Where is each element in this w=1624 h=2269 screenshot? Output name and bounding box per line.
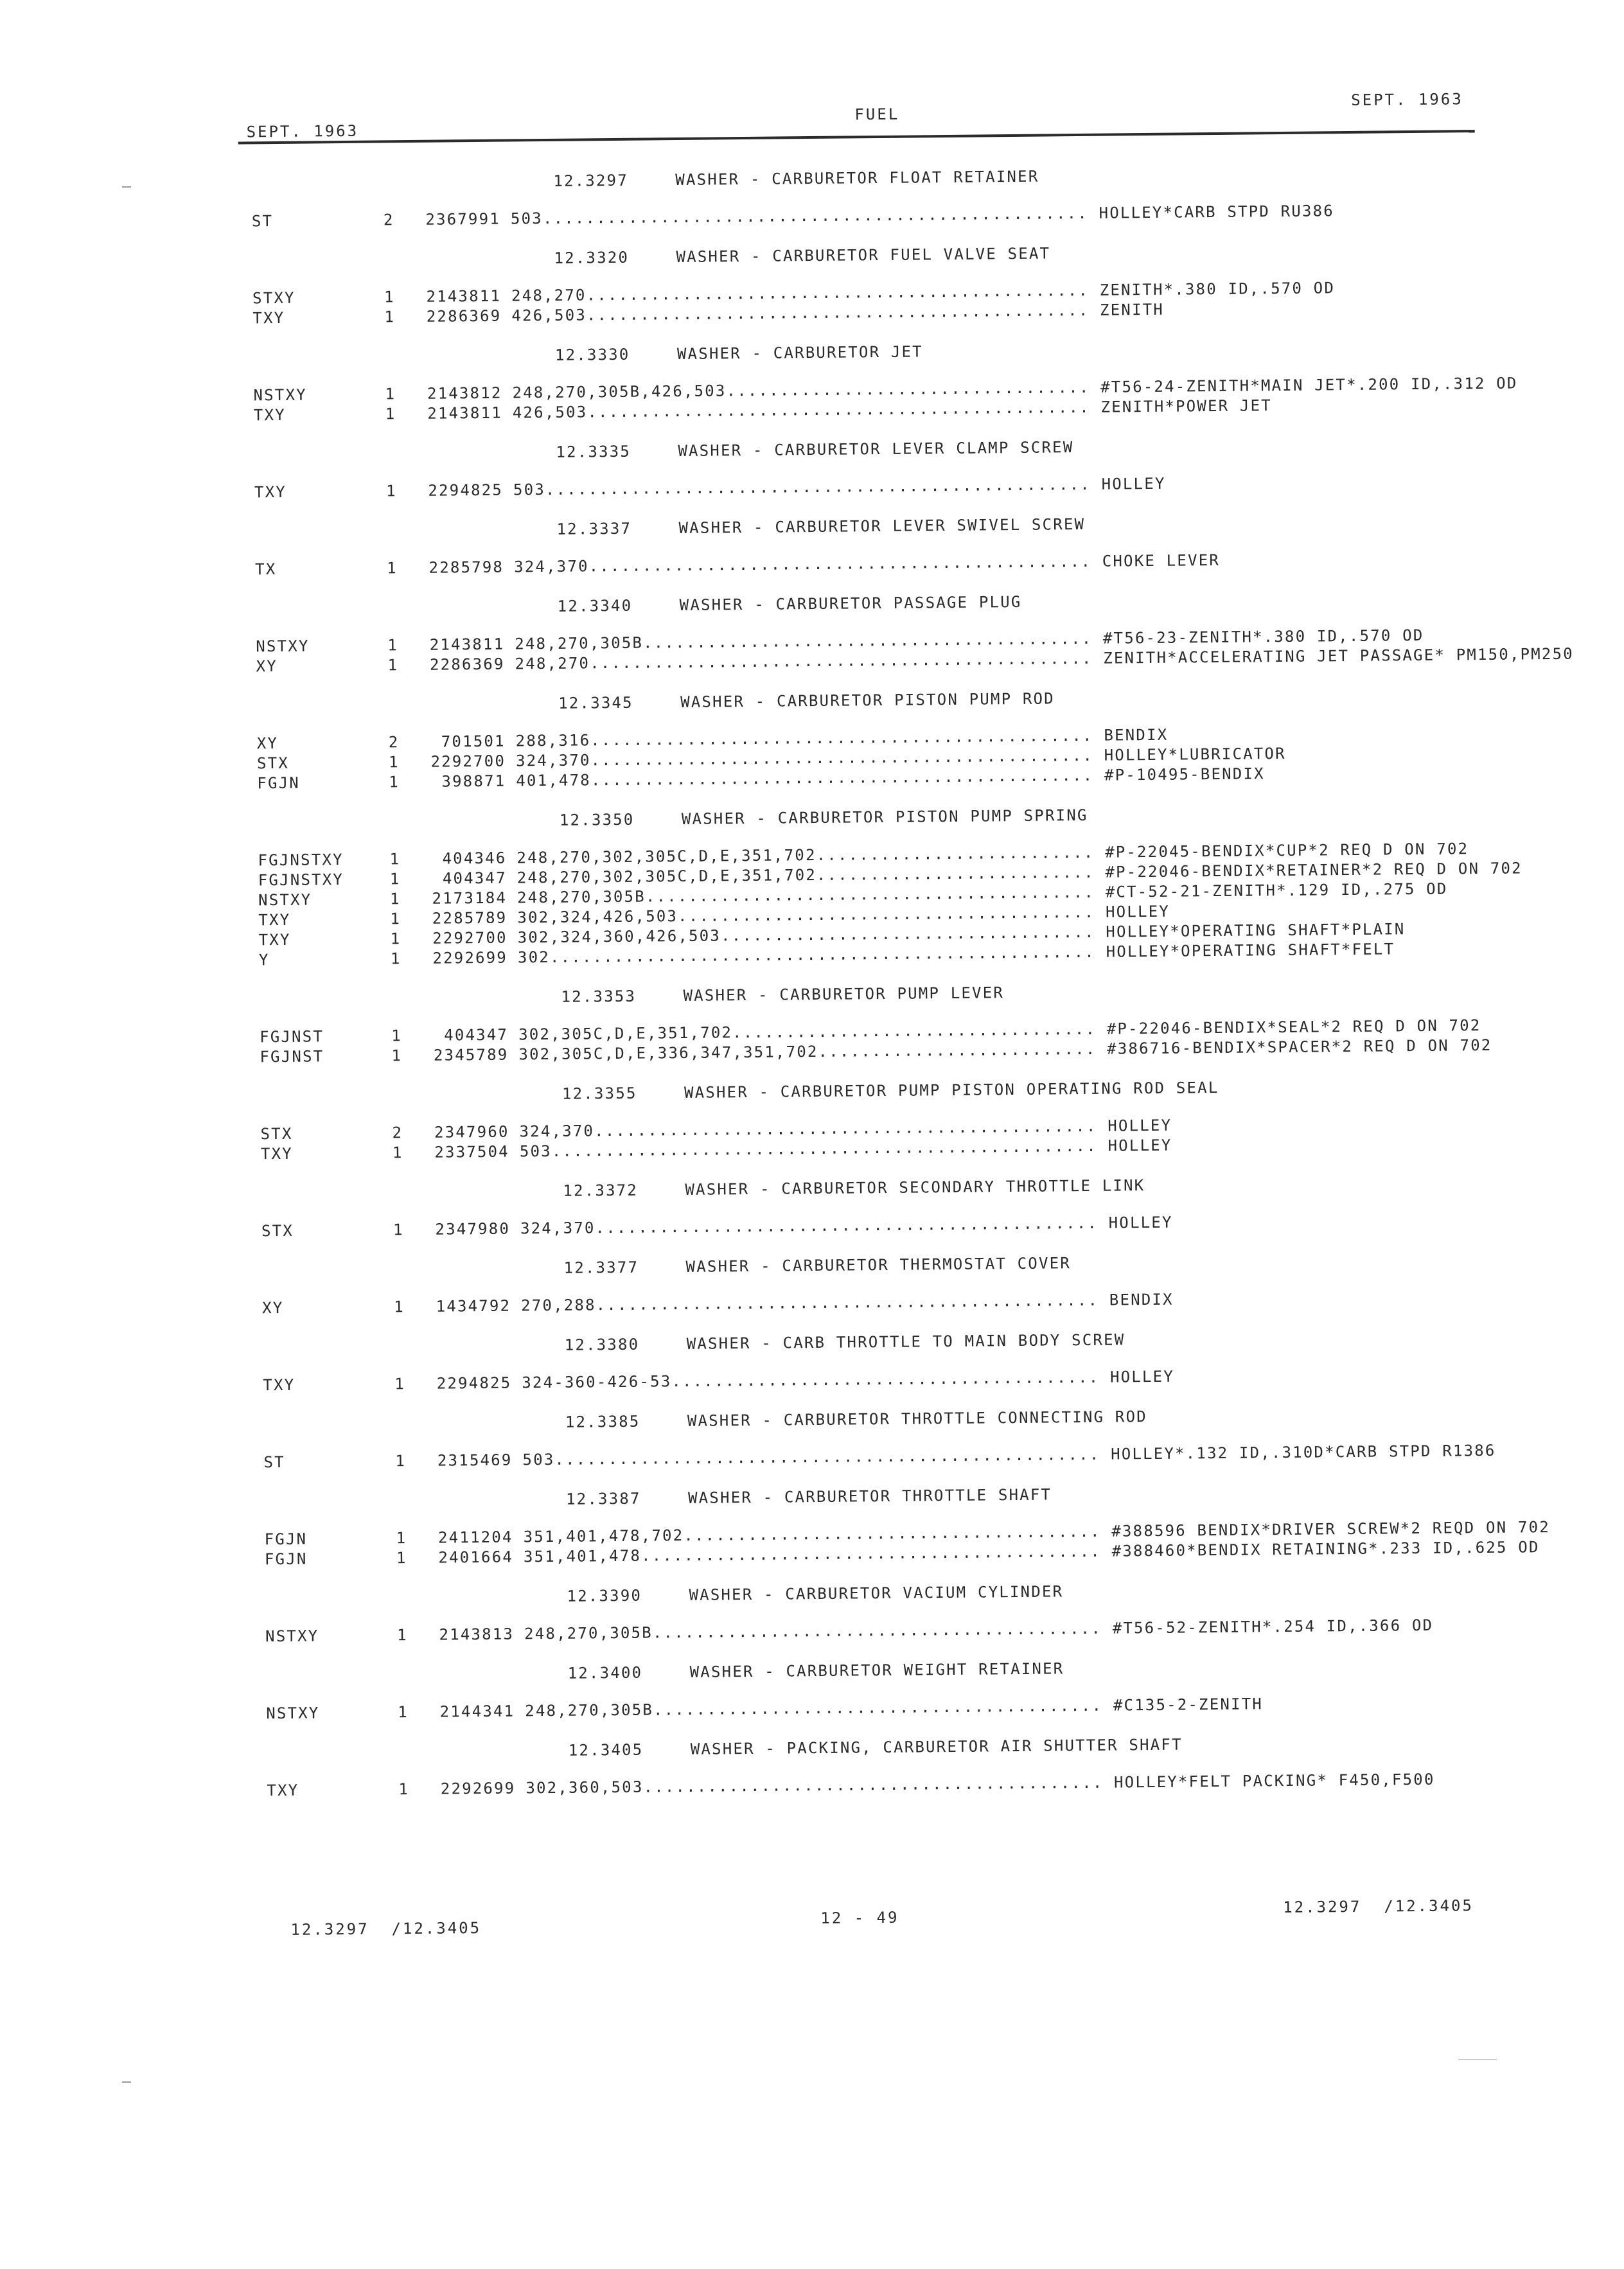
supplier-note: HOLLEY xyxy=(1105,902,1170,921)
application-codes: 351,401,478,702 xyxy=(523,1526,684,1546)
quantity: 1 xyxy=(389,850,401,869)
part-number: 2315469 xyxy=(437,1451,513,1470)
section-title: WASHER - CARBURETOR FUEL VALVE SEAT xyxy=(676,244,1051,267)
footer-range-right: 12.3297 /12.3405 xyxy=(1283,1896,1474,1917)
catalog-section xyxy=(253,333,1518,426)
section-number: 12.3353 xyxy=(561,987,637,1006)
part-row xyxy=(263,1441,1516,1473)
supplier-note: HOLLEY xyxy=(1108,1116,1172,1135)
section-heading xyxy=(263,1323,1515,1361)
section-heading xyxy=(260,1072,1513,1110)
quantity: 1 xyxy=(393,1221,404,1239)
section-number: 12.3380 xyxy=(564,1335,640,1354)
model-codes: FGJNSTXY xyxy=(258,851,344,870)
catalog-section xyxy=(251,159,1505,232)
leader-dots: ............................................... xyxy=(590,726,1104,750)
catalog-section xyxy=(261,1169,1514,1242)
part-number: 404347 xyxy=(444,1025,509,1045)
application-codes: 248,270,302,305C,D,E,351,702. xyxy=(516,865,827,887)
quantity: 1 xyxy=(387,656,399,675)
part-number: 404346 xyxy=(442,849,507,868)
supplier-note: #P-10495-BENDIX xyxy=(1104,764,1265,784)
section-title: WASHER - CARBURETOR LEVER CLAMP SCREW xyxy=(678,438,1074,461)
section-number: 12.3340 xyxy=(557,596,633,615)
quantity: 1 xyxy=(389,773,400,791)
application-codes: 503 xyxy=(510,209,543,228)
leader-dots: ....................................... xyxy=(677,903,1106,926)
part-row xyxy=(265,1615,1518,1647)
application-codes: 248,270,305B xyxy=(525,1700,654,1720)
catalog-section xyxy=(252,236,1505,329)
model-codes: Y xyxy=(258,951,270,969)
leader-dots: ............................................... xyxy=(587,398,1101,421)
leader-dots: ............................................... xyxy=(595,1214,1109,1237)
part-number: 2292699 xyxy=(432,948,508,967)
part-number: 2347980 xyxy=(435,1219,511,1239)
part-number: 2294825 xyxy=(428,481,504,500)
application-codes: 248,270,305B xyxy=(515,633,644,653)
model-codes: FGJN xyxy=(264,1549,308,1569)
part-number: 2286369 xyxy=(426,306,502,326)
section-title: WASHER - CARBURETOR PISTON PUMP ROD xyxy=(680,689,1055,711)
leader-dots: ............................................... xyxy=(589,649,1104,673)
application-codes: 426,503 xyxy=(512,403,588,422)
section-title: WASHER - CARBURETOR VACIUM CYLINDER xyxy=(689,1582,1064,1604)
quantity: 1 xyxy=(385,482,397,500)
part-number: 2143811 xyxy=(426,287,502,306)
model-codes: TXY xyxy=(258,930,291,949)
model-codes: NSTXY xyxy=(265,1627,319,1646)
model-codes: TXY xyxy=(252,308,285,328)
part-number: 2286369 xyxy=(429,655,505,674)
model-codes: STX xyxy=(261,1221,294,1240)
section-title: WASHER - CARBURETOR PISTON PUMP SPRING xyxy=(681,806,1088,828)
leader-dots: ................................................... xyxy=(551,1136,1108,1160)
part-number: 2411204 xyxy=(437,1528,513,1547)
application-codes: 324,370 xyxy=(513,557,589,576)
model-codes: STX xyxy=(260,1124,293,1143)
leader-dots: ................................................... xyxy=(549,942,1106,966)
leader-dots: .................................. xyxy=(726,378,1101,400)
section-heading xyxy=(258,799,1510,836)
section-number: 12.3335 xyxy=(556,442,631,461)
supplier-note: HOLLEY*OPERATING SHAFT*FELT xyxy=(1106,940,1395,961)
quantity: 1 xyxy=(392,1143,403,1162)
application-codes: 324-360-426-53 xyxy=(522,1372,672,1392)
section-number: 12.3330 xyxy=(554,345,630,364)
application-codes: 302,360,503 xyxy=(525,1778,644,1797)
footer-range-left: 12.3297 /12.3405 xyxy=(290,1919,482,1939)
application-codes: 302 xyxy=(517,948,551,967)
section-title: WASHER - CARBURETOR THROTTLE CONNECTING ROD xyxy=(687,1408,1147,1430)
quantity: 2 xyxy=(383,211,394,229)
part-number: 2285798 xyxy=(428,558,504,577)
section-heading xyxy=(252,236,1505,274)
catalog-section xyxy=(265,1575,1518,1647)
quantity: 1 xyxy=(384,288,395,306)
part-number: 2143811 xyxy=(429,635,505,654)
leader-dots: ............................................... xyxy=(588,552,1102,576)
application-codes: 270,288 xyxy=(521,1296,596,1315)
application-codes: 248,270,305B xyxy=(516,887,646,907)
quantity: 2 xyxy=(388,733,400,752)
part-row xyxy=(267,1769,1519,1801)
section-number: 12.3385 xyxy=(565,1412,640,1431)
catalog-section xyxy=(263,1323,1516,1396)
application-codes: 248,270,305B,426,503 xyxy=(512,382,727,402)
supplier-note: HOLLEY xyxy=(1101,474,1166,493)
model-codes: ST xyxy=(251,212,274,231)
section-title: WASHER - CARBURETOR PUMP LEVER xyxy=(683,984,1005,1005)
part-number: 2345789 xyxy=(433,1045,509,1064)
application-codes: 503 xyxy=(519,1142,552,1161)
application-codes: 401,478 xyxy=(516,771,592,790)
supplier-note: ZENITH*ACCELERATING JET PASSAGE* PM150,PM250 xyxy=(1103,644,1574,667)
quantity: 2 xyxy=(392,1124,403,1142)
section-heading xyxy=(251,159,1504,197)
supplier-note: #388596 BENDIX*DRIVER SCREW*2 REQD ON 702 xyxy=(1111,1518,1551,1541)
leader-dots: ................................................... xyxy=(542,204,1099,228)
part-number: 2173184 xyxy=(432,888,508,908)
part-number: 398871 xyxy=(441,772,506,791)
quantity: 1 xyxy=(395,1452,407,1470)
application-codes: 248,270 xyxy=(515,654,590,673)
leader-dots: ............................................... xyxy=(586,301,1100,324)
section-number: 12.3345 xyxy=(558,693,633,712)
leader-dots: ............................................... xyxy=(586,281,1100,305)
section-heading xyxy=(254,508,1507,545)
quantity: 1 xyxy=(387,636,399,655)
section-number: 12.3355 xyxy=(561,1084,637,1103)
section-heading xyxy=(256,682,1509,720)
catalog-section xyxy=(258,799,1522,971)
part-row xyxy=(262,1287,1515,1319)
section-title: WASHER - CARBURETOR JET xyxy=(676,342,924,364)
scan-speck xyxy=(122,186,131,188)
supplier-note: #T56-24-ZENITH*MAIN JET*.200 ID,.312 OD xyxy=(1100,374,1518,396)
supplier-note: #P-22046-BENDIX*RETAINER*2 REQ D ON 702 xyxy=(1105,859,1522,881)
scan-speck xyxy=(1458,2059,1497,2060)
quantity: 1 xyxy=(396,1529,407,1548)
model-codes: XY xyxy=(262,1298,284,1318)
quantity: 1 xyxy=(390,949,402,968)
quantity: 1 xyxy=(388,753,400,772)
section-heading xyxy=(254,430,1506,468)
leader-dots: ................................................... xyxy=(545,475,1102,499)
model-codes: XY xyxy=(256,734,279,753)
section-heading xyxy=(264,1478,1517,1515)
quantity: 1 xyxy=(384,308,396,326)
application-codes: 503 xyxy=(522,1450,555,1469)
quantity: 1 xyxy=(389,890,401,908)
section-title: WASHER - CARBURETOR THROTTLE SHAFT xyxy=(687,1485,1052,1507)
part-number: 2367991 xyxy=(425,209,501,229)
model-codes: STX xyxy=(256,754,290,773)
part-number: 2144341 xyxy=(439,1702,515,1721)
section-number: 12.3405 xyxy=(568,1740,644,1760)
supplier-note: ZENITH xyxy=(1099,300,1165,319)
header-date-right: SEPT. 1963 xyxy=(1351,90,1463,109)
section-title: WASHER - CARBURETOR FLOAT RETAINER xyxy=(675,167,1039,190)
supplier-note: #T56-23-ZENITH*.380 ID,.570 OD xyxy=(1102,626,1424,648)
supplier-note: ZENITH*POWER JET xyxy=(1100,396,1273,416)
section-number: 12.3350 xyxy=(559,810,635,829)
application-codes: 288,316 xyxy=(515,731,591,750)
leader-dots: ............................................... xyxy=(590,746,1104,770)
model-codes: NSTXY xyxy=(253,385,307,405)
part-number: 2337504 xyxy=(434,1142,510,1161)
leader-dots: ....................................... xyxy=(684,1522,1112,1545)
supplier-note: HOLLEY xyxy=(1108,1136,1172,1155)
parts-list xyxy=(251,159,1574,1818)
leader-dots: .......................................... xyxy=(642,629,1104,652)
model-codes: XY xyxy=(256,657,278,676)
quantity: 1 xyxy=(396,1626,408,1645)
application-codes: 248,270 xyxy=(511,286,587,305)
catalog-section xyxy=(259,975,1512,1068)
quantity: 1 xyxy=(391,1046,403,1065)
leader-dots: ............................................... xyxy=(594,1117,1108,1140)
leader-dots: ........................................... xyxy=(640,1542,1112,1565)
supplier-note: BENDIX xyxy=(1109,1290,1174,1309)
supplier-note: HOLLEY xyxy=(1108,1213,1173,1232)
part-number: 1434792 xyxy=(436,1296,511,1316)
supplier-note: HOLLEY*OPERATING SHAFT*PLAIN xyxy=(1106,920,1406,941)
part-row xyxy=(252,200,1505,232)
supplier-note: HOLLEY*FELT PACKING* F450,F500 xyxy=(1113,1770,1435,1792)
quantity: 1 xyxy=(387,559,398,578)
supplier-note: #C135-2-ZENITH xyxy=(1113,1695,1264,1715)
header-section-title: FUEL xyxy=(854,105,900,124)
catalog-section xyxy=(263,1400,1517,1473)
section-number: 12.3387 xyxy=(565,1489,641,1508)
supplier-note: CHOKE LEVER xyxy=(1102,551,1221,570)
part-row xyxy=(254,471,1507,503)
part-number: 2401664 xyxy=(438,1548,514,1567)
leader-dots: ........................................ xyxy=(671,1368,1111,1391)
quantity: 1 xyxy=(398,1703,409,1722)
model-codes: TXY xyxy=(260,1144,293,1163)
part-row xyxy=(266,1692,1519,1724)
supplier-note: HOLLEY*CARB STPD RU386 xyxy=(1099,202,1335,222)
model-codes: FGJN xyxy=(264,1530,308,1549)
part-number: 2143812 xyxy=(427,384,502,403)
section-title: WASHER - CARBURETOR PASSAGE PLUG xyxy=(679,592,1022,615)
part-number: 2143811 xyxy=(427,403,502,423)
section-number: 12.3297 xyxy=(553,171,629,190)
application-codes: 302,324,360,426,503 xyxy=(517,926,721,947)
catalog-section xyxy=(260,1072,1514,1165)
quantity: 1 xyxy=(394,1375,406,1393)
part-row xyxy=(263,1364,1515,1396)
catalog-section xyxy=(265,1652,1519,1724)
application-codes: 248,270,305B xyxy=(524,1623,653,1643)
part-row xyxy=(255,548,1508,580)
section-title: WASHER - PACKING, CARBURETOR AIR SHUTTER SHAFT xyxy=(690,1735,1183,1758)
catalog-section xyxy=(254,430,1507,503)
section-number: 12.3377 xyxy=(563,1258,639,1277)
model-codes: ST xyxy=(263,1452,285,1472)
model-codes: FGJNST xyxy=(260,1027,324,1046)
supplier-note: #P-22045-BENDIX*CUP*2 REQ D ON 702 xyxy=(1105,840,1469,861)
part-number: 2143813 xyxy=(439,1625,515,1644)
quantity: 1 xyxy=(391,1027,402,1045)
model-codes: STXY xyxy=(252,288,296,308)
application-codes: 351,401,478 xyxy=(523,1546,642,1566)
leader-dots: .......................................... xyxy=(652,1619,1113,1642)
quantity: 1 xyxy=(390,930,402,948)
part-number: 2292700 xyxy=(432,928,508,948)
section-number: 12.3372 xyxy=(563,1181,639,1200)
header-rule xyxy=(238,130,1475,144)
catalog-section xyxy=(261,1246,1515,1319)
part-number: 2292700 xyxy=(430,752,506,771)
application-codes: 302,305C,D,E,336,347,351,702. xyxy=(518,1042,829,1064)
application-codes: 302,324,426,503 xyxy=(517,907,678,927)
section-heading xyxy=(261,1246,1514,1284)
supplier-note: #388460*BENDIX RETAINING*.233 ID,.625 OD xyxy=(1111,1538,1540,1560)
leader-dots: .......................................... xyxy=(645,883,1106,906)
part-row xyxy=(261,1210,1514,1242)
section-heading xyxy=(256,585,1508,622)
supplier-note: #P-22046-BENDIX*SEAL*2 REQ D ON 702 xyxy=(1106,1016,1481,1038)
section-number: 12.3320 xyxy=(554,248,630,267)
leader-dots: ................................... xyxy=(720,923,1106,945)
part-number: 404347 xyxy=(442,869,507,888)
model-codes: NSTXY xyxy=(266,1704,320,1723)
section-heading xyxy=(267,1729,1519,1767)
leader-dots: ............................................... xyxy=(590,766,1105,790)
section-heading xyxy=(259,975,1512,1013)
model-codes: TXY xyxy=(267,1781,299,1800)
section-heading xyxy=(265,1652,1518,1690)
part-number: 2285789 xyxy=(432,908,508,928)
application-codes: 324,370 xyxy=(515,751,591,770)
leader-dots: .......................................... xyxy=(653,1696,1114,1719)
header-date-left: SEPT. 1963 xyxy=(246,121,359,141)
part-number: 701501 xyxy=(441,732,506,751)
application-codes: 324,370 xyxy=(519,1122,595,1141)
model-codes: TXY xyxy=(254,482,287,502)
catalog-section xyxy=(256,585,1574,677)
supplier-note: HOLLEY*LUBRICATOR xyxy=(1104,744,1286,764)
leader-dots: ............................................... xyxy=(596,1291,1109,1314)
quantity: 1 xyxy=(390,910,402,928)
part-number: 2294825 xyxy=(436,1373,512,1393)
section-heading xyxy=(265,1575,1517,1612)
part-number: 2292699 xyxy=(440,1779,516,1798)
section-title: WASHER - CARBURETOR SECONDARY THROTTLE LINK xyxy=(685,1176,1145,1199)
leader-dots: .................................. xyxy=(732,1020,1107,1042)
supplier-note: #CT-52-21-ZENITH*.129 ID,.275 OD xyxy=(1105,879,1448,901)
section-title: WASHER - CARBURETOR PUMP PISTON OPERATING ROD SEAL xyxy=(684,1078,1219,1102)
model-codes: NSTXY xyxy=(256,637,310,656)
quantity: 1 xyxy=(389,870,401,888)
supplier-note: HOLLEY*.132 ID,.310D*CARB STPD R1386 xyxy=(1111,1441,1496,1463)
section-heading xyxy=(253,333,1506,371)
application-codes: 302,305C,D,E,351,702 xyxy=(518,1023,733,1044)
supplier-note: BENDIX xyxy=(1104,725,1169,745)
section-title: WASHER - CARBURETOR WEIGHT RETAINER xyxy=(689,1659,1064,1681)
model-codes: TX xyxy=(255,560,277,579)
section-heading xyxy=(263,1400,1516,1438)
model-codes: FGJNSTXY xyxy=(258,870,344,890)
application-codes: 426,503 xyxy=(511,306,587,325)
supplier-note: ZENITH*.380 ID,.570 OD xyxy=(1099,279,1336,299)
section-number: 12.3400 xyxy=(567,1663,643,1682)
section-heading xyxy=(261,1169,1514,1207)
supplier-note: #386716-BENDIX*SPACER*2 REQ D ON 702 xyxy=(1106,1036,1492,1058)
supplier-note: #T56-52-ZENITH*.254 ID,.366 OD xyxy=(1112,1616,1434,1638)
leader-dots: ......................... xyxy=(827,843,1106,864)
quantity: 1 xyxy=(394,1298,405,1316)
part-number: 2347960 xyxy=(434,1122,509,1142)
leader-dots: ........................................... xyxy=(643,1773,1115,1796)
catalog-section xyxy=(254,508,1508,580)
model-codes: FGJN xyxy=(257,773,301,793)
catalog-section xyxy=(267,1729,1520,1801)
quantity: 1 xyxy=(398,1780,410,1799)
application-codes: 503 xyxy=(513,480,546,499)
section-title: WASHER - CARBURETOR THERMOSTAT COVER xyxy=(685,1254,1072,1276)
catalog-section xyxy=(264,1478,1551,1570)
leader-dots: ......................... xyxy=(829,1039,1108,1061)
model-codes: FGJNST xyxy=(260,1047,324,1066)
supplier-note: HOLLEY xyxy=(1109,1367,1175,1386)
section-number: 12.3337 xyxy=(556,519,632,538)
model-codes: TXY xyxy=(258,910,291,930)
section-number: 12.3390 xyxy=(567,1586,642,1605)
model-codes: TXY xyxy=(253,405,286,425)
catalog-section xyxy=(256,682,1510,794)
application-codes: 324,370 xyxy=(520,1219,596,1238)
quantity: 1 xyxy=(385,385,396,403)
leader-dots: ......................... xyxy=(827,863,1106,884)
scan-speck xyxy=(122,2081,131,2083)
model-codes: NSTXY xyxy=(258,890,312,910)
leader-dots: ................................................... xyxy=(554,1445,1111,1469)
section-title: WASHER - CARB THROTTLE TO MAIN BODY SCREW xyxy=(686,1330,1125,1353)
quantity: 1 xyxy=(385,405,396,423)
model-codes: TXY xyxy=(263,1375,296,1395)
application-codes: 248,270,302,305C,D,E,351,702. xyxy=(516,845,827,867)
section-title: WASHER - CARBURETOR LEVER SWIVEL SCREW xyxy=(678,515,1086,538)
footer-page-number: 12 - 49 xyxy=(820,1908,899,1927)
quantity: 1 xyxy=(396,1549,407,1567)
